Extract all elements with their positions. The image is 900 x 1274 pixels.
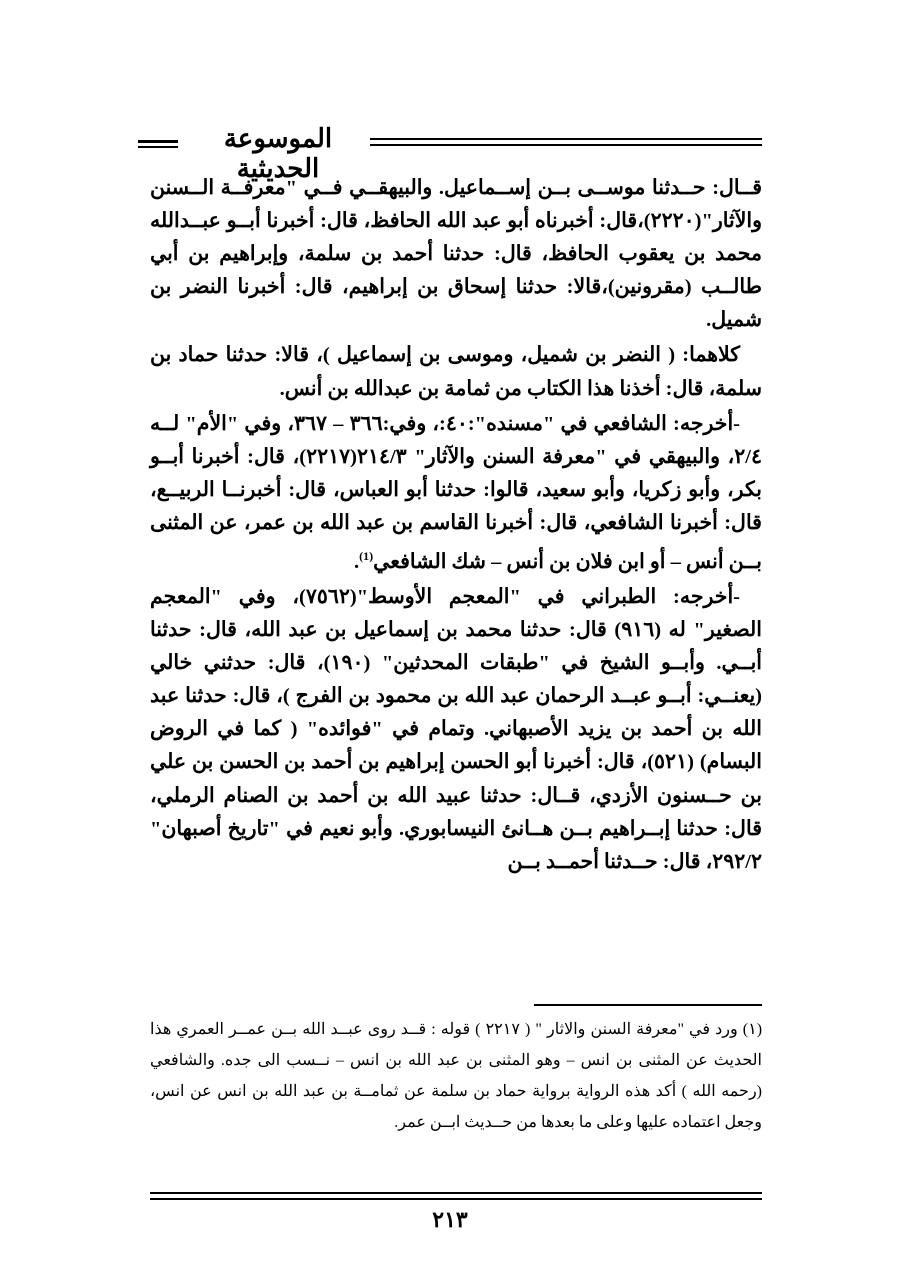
paragraph-4: -أخرجه: الطبراني في "المعجم الأوسط"(٧٥٦٢)، وفي "المعجم الصغير" له (٩١٦) قال: حدثنا محمد بن إسماعيل بن عبد الله، قال: حدثنا أبــي. وأبــو الشيخ في "طبقات المحدثين" (١٩٠)، قال: حدثني خالي (يعنــي: أبــو عبــد الرحمان عبد الله بن محمود بن الفرج )، قال: حدثنا عبد الله بن أحمد بن يزيد الأصبهاني. وتمام في "فوائده" ( كما في الروض البسام) (٥٢١)، قال: أخبرنا أبو الحسن إبراهيم بن أحمد بن الحسن بن علي بن حــسنون الأزدي، قــال: حدثنا عبيد الله بن أحمد بن الصنام الرملي، قال: حدثنا إبــراهيم بــن هــانئ النيسابوري. وأبو نعيم في "تاريخ أصبهان" ٢٩٢/٢، قال: حــدثنا أحمــد بــن bbox=[150, 585, 762, 873]
bottom-rule-top bbox=[150, 1192, 762, 1194]
header-rule-right-bottom bbox=[370, 144, 762, 146]
paragraph-2: كلاهما: ( النضر بن شميل، وموسى بن إسماعيل )، قالا: حدثنا حماد بن سلمة، قال: أخذنا هذا الكتاب من ثمامة بن عبدالله بن أنس. bbox=[150, 344, 762, 400]
main-text bbox=[150, 172, 762, 881]
page-header bbox=[138, 124, 762, 183]
header-rule-right-top bbox=[370, 138, 762, 140]
footnote-marker[interactable]: (1) bbox=[359, 549, 374, 564]
paragraph-3 bbox=[150, 408, 762, 579]
paragraph-3-text: -أخرجه: الشافعي في "مسنده":٤٠:، وفي:٣٦٦ – ٣٦٧، وفي "الأم" لــه ٢/٤، والبيهقي في "معرفة السنن والآثار" ٢١٤/٣(٢٢١٧)، قال: أخبرنا أبــو بكر، وأبو زكريا، وأبو سعيد، قالوا: حدثنا أبو العباس، قال: أخبرنــا الربيــع، قال: أخبرنا الشافعي، قال: أخبرنا القاسم بن عبد الله بن عمر، عن المثنى بــن أنس – أو ابن فلان بن أنس – شك الشافعي bbox=[150, 412, 763, 573]
footnote-separator bbox=[534, 1004, 762, 1006]
footnote-1: (١) ورد في "معرفة السنن والاثار " ( ٢٢١٧ ) قوله : قــد روى عبــد الله بــن عمــر العمري هذا الحديث عن المثنى بن انس – وهو المثنى بن عبد الله بن انس – نــسب الى جده. والشافعي (رحمه الله ) أكد هذه الرواية برواية حماد بن سلمة عن ثمامــة بن عبد الله بن انس عن انس، وجعل اعتماده عليها وعلى ما بعدها من حــديث ابــن عمر. bbox=[150, 1021, 763, 1131]
header-title: الموسوعة الحديثية bbox=[223, 124, 333, 183]
paragraph-1: قــال: حــدثنا موســى بــن إســماعيل. والبيهقــي فــي "معرفــة الــسنن والآثار"(٢٢٢٠)،قال: أخبرناه أبو عبد الله الحافظ، قال: أخبرنا أبــو عبــدالله محمد بن يعقوب الحافظ، قال: حدثنا أحمد بن سلمة، وإبراهيم بن أبي طالــب (مقرونين)،قالا: حدثنا إسحاق بن إبراهيم، قال: أخبرنا النضر بن شميل. bbox=[150, 177, 762, 332]
footnotes bbox=[150, 1014, 762, 1138]
header-rule-left-bottom bbox=[138, 146, 178, 148]
page-number: ٢١٣ bbox=[432, 1207, 468, 1232]
bottom-rule-bottom bbox=[150, 1198, 762, 1200]
paragraph-3-end: . bbox=[354, 550, 360, 573]
header-rule-left-top bbox=[138, 140, 178, 143]
